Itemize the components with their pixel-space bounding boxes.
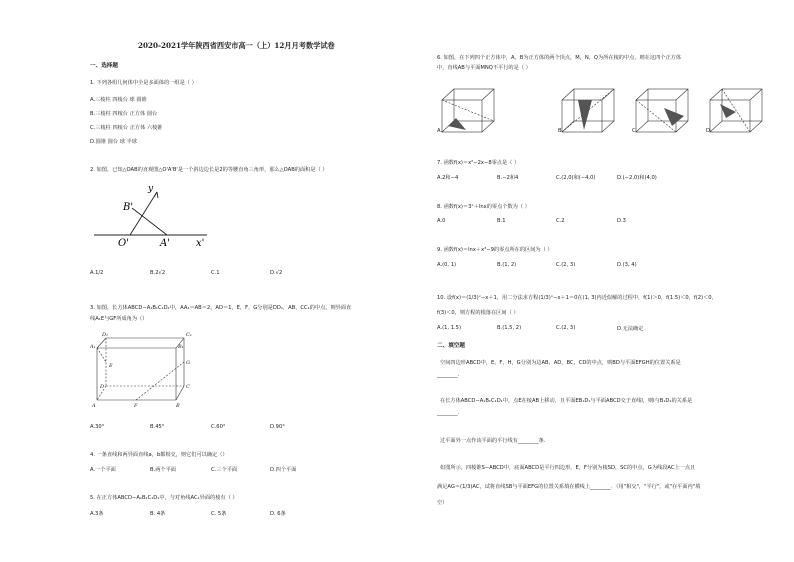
q3-option-d[interactable]: D.90°: [270, 424, 285, 430]
q5-option-c[interactable]: C. 5条: [211, 511, 227, 517]
q4-option-c[interactable]: C.三个平面: [211, 467, 238, 473]
fill4-line3: 空）: [437, 500, 448, 506]
q3-label-d: D: [100, 384, 105, 390]
q2-label-b: B': [123, 202, 134, 213]
fill2-line2: ________.: [437, 410, 460, 416]
q3-label-a1: A₁: [90, 344, 96, 350]
q2-label-o: O': [118, 238, 129, 249]
q2-option-d[interactable]: D.√2: [270, 270, 283, 276]
q3-option-a[interactable]: A.30°: [90, 424, 105, 430]
q3-label-f: F: [134, 403, 138, 409]
section-choice-heading: 一、选择题: [90, 63, 118, 69]
page-title: 2020-2021学年陕西省西安市高一（上）12月月考数学试卷: [138, 41, 335, 50]
q8-option-c[interactable]: C.2: [556, 218, 565, 224]
q3-option-c[interactable]: C.60°: [211, 424, 226, 430]
q3-figure: [90, 326, 196, 416]
q10-stem-line2: f(3)＜0，则方程的根落在区间（ ）: [437, 310, 519, 316]
fill4-line1: 如图所示，四棱锥S−ABCD中，底面ABCD是平行四边形，E，F分别为棱SD，SC的中点，G为线段AC上一点且: [440, 465, 696, 471]
q5-stem: 5. 在正方体ABCD−A₁B₁C₁D₁中，与对角线AC₁异面的棱有（ ）: [90, 495, 238, 501]
q6-stem-line1: 6. 如图，在下列四个正方体中，A，B为正方体的两个顶点，M，N，Q为所在棱的中点，则在这四个正方体: [437, 55, 682, 61]
q4-stem: 4. 一条直线和两异面直线a，b都相交，则它们可以确定（）: [90, 452, 228, 458]
q2-figure: [92, 178, 212, 252]
q2-label-y: y: [148, 184, 154, 194]
q9-option-b[interactable]: B.(1, 2): [497, 262, 517, 268]
q2-option-a[interactable]: A.1/2: [90, 270, 104, 276]
q10-option-d[interactable]: D.无法确定: [617, 326, 644, 332]
q9-option-d[interactable]: D.(3, 4): [617, 262, 637, 268]
q7-option-a[interactable]: A.2和−4: [437, 175, 459, 181]
q7-stem: 7. 函数f(x)＝x²−2x−8零点是（ ）: [437, 160, 520, 166]
q5-option-d[interactable]: D. 6条: [270, 511, 286, 517]
q2-label-a: A': [160, 238, 170, 249]
q9-option-c[interactable]: C.(2, 3): [556, 262, 576, 268]
q3-stem-line2: 线A₁E与GF所成角为（）: [90, 316, 148, 322]
q1-option-c[interactable]: C.三棱柱 四棱台 正方体 六棱锥: [90, 125, 163, 131]
q6-option-b[interactable]: B.: [558, 128, 564, 134]
q7-option-b[interactable]: B.−2和4: [497, 175, 519, 181]
fill2-line1: 在长方体ABCD−A₁B₁C₁D₁中，点E在棱AB上移动，且平面EB₁D₁与平面ABCD交于直线l，则l与B₁D₁的关系是: [440, 398, 693, 404]
q1-option-b[interactable]: B.三棱柱 四棱台 正方体 圆台: [90, 111, 158, 117]
q8-option-a[interactable]: A.0: [437, 218, 446, 224]
q2-option-c[interactable]: C.1: [211, 270, 220, 276]
q3-label-e: E: [109, 363, 113, 369]
q8-option-b[interactable]: B.1: [497, 218, 506, 224]
q6-figure-c: [632, 86, 694, 136]
q1-option-d[interactable]: D.圆锥 圆台 球 半球: [90, 139, 137, 145]
fill3-line1: 过平面外一点作该平面的平行线有________条.: [440, 438, 546, 444]
q10-stem-line1: 10. 设f(x)＝(1/3)ˣ−x＋1，用二分法求方程(1/3)ˣ−x＋1＝0在(1, 3)内近似解的过程中，f(1)＞0，f(1.5)＜0，f(2)＜0，: [437, 295, 717, 301]
q3-label-g: G: [186, 360, 190, 366]
q6-figure-b: [558, 86, 620, 136]
q3-option-b[interactable]: B.45°: [150, 424, 165, 430]
q7-option-d[interactable]: D.(−2,0)和(4,0): [617, 175, 657, 181]
q3-label-b: B: [176, 403, 180, 409]
q6-stem-line2: 中，直线AB与平面MNQ不平行的是（ ）: [437, 65, 531, 71]
q5-option-a[interactable]: A.3条: [90, 511, 104, 517]
q6-option-c[interactable]: C.: [632, 128, 638, 134]
q4-option-d[interactable]: D.四个平面: [270, 467, 297, 473]
q2-option-b[interactable]: B.2√2: [150, 270, 166, 276]
q4-option-a[interactable]: A.一个平面: [90, 467, 116, 473]
q9-option-a[interactable]: A.(0, 1): [437, 262, 457, 268]
q8-stem: 8. 函数f(x)＝3ˣ＋lnx的零点个数为（ ）: [437, 204, 530, 210]
q3-label-c: C: [186, 384, 190, 390]
q3-label-d1: D₁: [102, 332, 109, 338]
q2-stem: 2. 如图，已知△OAB的直观图△O'A'B'是一个斜边边长是2的等腰直角三角形，那么△OAB的面积是（ ）: [90, 167, 328, 173]
q2-label-x: x': [196, 238, 205, 249]
fill1-line1: 空间四边形ABCD中，E，F，H，G分别为边AB，AD，BC，CD的中点，则BD与平面EFGH的位置关系是: [440, 360, 681, 366]
q8-option-d[interactable]: D.3: [617, 218, 626, 224]
q10-option-b[interactable]: B.(1.5, 2): [497, 325, 522, 331]
q7-option-c[interactable]: C.(2,0)和(−4,0): [556, 175, 596, 181]
q10-option-a[interactable]: A.(1, 1.5): [437, 325, 462, 331]
q10-option-c[interactable]: C.(2, 3): [556, 325, 576, 331]
fill1-line2: ________.: [437, 372, 460, 378]
q5-option-b[interactable]: B. 4条: [150, 511, 166, 517]
q6-figure-d: [706, 86, 768, 136]
q9-stem: 9. 函数f(x)＝lnx＋x³−9的零点所在的区间为（ ）: [437, 247, 553, 253]
q3-label-b1: B₁: [178, 344, 184, 350]
q4-option-b[interactable]: B.两个平面: [150, 467, 176, 473]
q6-option-d[interactable]: D.: [706, 128, 712, 134]
section-fill-heading: 二、填空题: [437, 343, 465, 349]
q1-stem: 1. 下列各组几何体中全是多面体的一组是（ ）: [90, 80, 197, 86]
q6-figure-a: [438, 86, 500, 136]
fill4-line2: 满足AG＝(1/3)AC，试将直线SB与平面EFG的位置关系填在横线上________．（用"相交"，"平行"，或"在平面内"填: [437, 484, 701, 490]
q1-option-a[interactable]: A.三棱柱 四棱台 球 圆锥: [90, 97, 147, 103]
q3-label-c1: C₁: [186, 332, 192, 338]
q3-stem-line1: 3. 如图，长方体ABCD−A₁B₁C₁D₁中，AA₁＝AB＝2，AD＝1，E，F，G分别是DD₁，AB，CC₁的中点，则异面直: [90, 305, 352, 311]
q3-label-a: A: [92, 403, 96, 409]
q6-option-a[interactable]: A.: [437, 128, 443, 134]
